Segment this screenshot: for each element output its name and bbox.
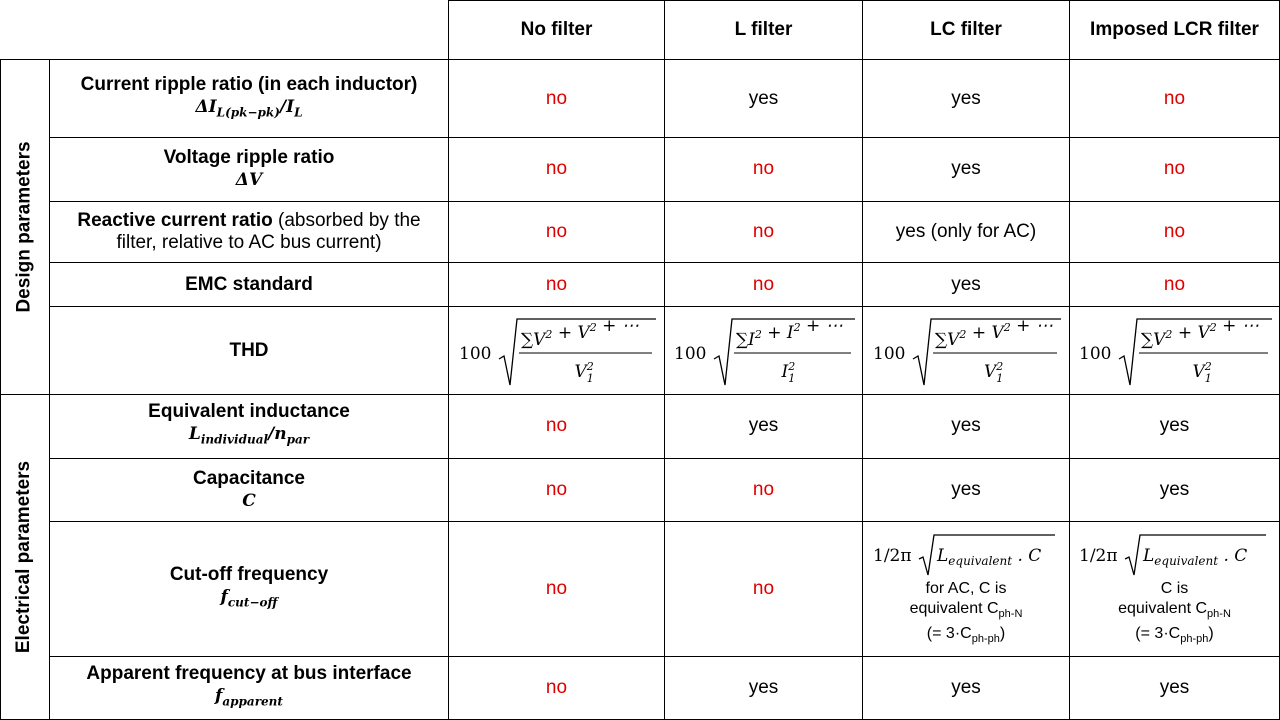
grid-line bbox=[49, 137, 1280, 138]
grid-line bbox=[49, 306, 1280, 307]
table-cell: yes bbox=[951, 273, 981, 295]
cutoff-note-lc: for AC, C is equivalent $C_{ph-N}$ (= $3\cdot C_{ph-ph}$) bbox=[909, 580, 1023, 646]
table-cell: yes bbox=[951, 415, 981, 436]
symbol-f-apparent: $f_{apparent}$ bbox=[215, 686, 283, 709]
symbol-delta-v: ΔV bbox=[235, 170, 263, 190]
row-label-reactive-current: Reactive current ratio (absorbed by the filter, relative to AC bus current) bbox=[77, 209, 421, 253]
grid-line bbox=[448, 0, 449, 720]
table-cell: yes bbox=[951, 677, 981, 698]
col-header-no-filter: No filter bbox=[520, 19, 593, 40]
table-cell: yes bbox=[1159, 478, 1190, 500]
svg-text:100: 100 bbox=[674, 344, 707, 364]
grid-line bbox=[49, 60, 50, 720]
table-cell: yes bbox=[951, 87, 981, 109]
table-cell: no bbox=[1163, 87, 1186, 109]
table-cell: no bbox=[1163, 220, 1186, 242]
row-label-voltage-ripple: Voltage ripple ratio ΔV bbox=[163, 147, 335, 190]
grid-line bbox=[448, 0, 1280, 1]
table-cell: no bbox=[752, 478, 775, 500]
group-electrical-parameters: Electrical parameters bbox=[13, 460, 35, 654]
thd-formula-l-filter bbox=[664, 307, 863, 394]
col-header-lc-filter: LC filter bbox=[930, 19, 1002, 40]
table-cell: no bbox=[752, 273, 775, 295]
row-label-equivalent-inductance: Equivalent inductance $L_{individual}/n_{par}$ bbox=[49, 394, 449, 458]
svg-text:∑V2 + V2 + ⋯: $\sum V^2 + V^2$ + ⋯ bbox=[521, 316, 639, 350]
grid-line bbox=[49, 656, 1280, 657]
grid-line bbox=[49, 521, 1280, 522]
group-design-parameters: Design parameters bbox=[13, 141, 35, 313]
table-cell: yes bbox=[748, 87, 779, 109]
svg-text:∑I2 + I2 + ⋯: $\sum I^2 + I^2$ + ⋯ bbox=[736, 316, 843, 350]
thd-formula-no-filter bbox=[449, 307, 664, 394]
table-cell: yes bbox=[748, 677, 779, 698]
table-cell: no bbox=[1163, 273, 1186, 295]
table-cell: no bbox=[545, 273, 568, 295]
grid-line bbox=[49, 262, 1280, 263]
svg-text:100: 100 bbox=[1079, 344, 1112, 364]
col-header-lcr-filter: Imposed LCR filter bbox=[1090, 19, 1259, 40]
grid-line bbox=[49, 458, 1280, 459]
svg-text:V21: $V^2$ 1 bbox=[984, 360, 1004, 385]
svg-text:100: 100 bbox=[459, 344, 492, 364]
cutoff-lc-cell bbox=[863, 521, 1069, 656]
grid-line bbox=[1069, 0, 1070, 720]
symbol-delta-il: $\Delta I_{L(pk-pk)}/I_L$ bbox=[195, 96, 303, 120]
table-cell: no bbox=[545, 220, 568, 242]
symbol-f-cutoff: $f_{cut-off}$ bbox=[220, 586, 278, 610]
svg-text:I21: $I^2$ 1 bbox=[781, 360, 796, 385]
svg-text:100: 100 bbox=[873, 344, 906, 364]
svg-text:Lequivalent . C: $L_{equivalent}$ . C bbox=[937, 546, 1042, 568]
table-cell: yes bbox=[748, 415, 779, 436]
svg-text:1/2π: 1/2π bbox=[1079, 546, 1118, 566]
table-cell: no bbox=[545, 577, 568, 599]
thd-formula-lcr-filter bbox=[1069, 307, 1280, 394]
cutoff-note-lcr: C is equivalent $C_{ph-N}$ (= $3\cdot C_{ph-ph}$) bbox=[1118, 580, 1231, 646]
symbol-l-individual: $L_{individual}/n_{par}$ bbox=[188, 424, 310, 447]
row-label-thd: THD bbox=[229, 339, 269, 361]
cutoff-formula-lc bbox=[863, 529, 1069, 579]
svg-text:V21: $V^2$ 1 bbox=[574, 360, 594, 385]
grid-line bbox=[0, 59, 1280, 60]
table-cell: no bbox=[545, 478, 568, 500]
table-cell: yes bbox=[1159, 677, 1190, 698]
row-label-emc: EMC standard bbox=[185, 273, 313, 295]
table-cell: no bbox=[545, 677, 568, 698]
row-label-capacitance: Capacitance C bbox=[193, 467, 305, 511]
symbol-c: C bbox=[242, 490, 256, 511]
table-cell: no bbox=[545, 87, 568, 109]
table-cell: no bbox=[545, 415, 568, 436]
grid-line bbox=[49, 201, 1280, 202]
svg-text:Lequivalent . C: $L_{equivalent}$ . C bbox=[1143, 546, 1248, 568]
cutoff-lcr-cell bbox=[1069, 521, 1280, 656]
table-cell: no bbox=[752, 577, 775, 599]
table-cell: yes bbox=[951, 158, 981, 179]
svg-text:∑V2 + V2 + ⋯: $\sum V^2 + V^2$ + ⋯ bbox=[1141, 316, 1259, 350]
row-label-apparent-frequency: Apparent frequency at bus interface $f_{apparent}$ bbox=[49, 656, 449, 720]
svg-text:1/2π: 1/2π bbox=[873, 546, 912, 566]
grid-line bbox=[0, 60, 1, 720]
grid-line bbox=[664, 0, 665, 720]
table-cell: yes bbox=[1159, 415, 1190, 436]
table-cell: no bbox=[752, 158, 775, 179]
grid-line bbox=[862, 0, 863, 720]
svg-text:V21: $V^2$ 1 bbox=[1192, 360, 1212, 385]
row-label-current-ripple: Current ripple ratio (in each inductor) $\Delta I_{L(pk-pk)}/I_L$ bbox=[49, 60, 449, 137]
col-header-l-filter: L filter bbox=[734, 19, 793, 40]
table-cell: no bbox=[1163, 158, 1186, 179]
grid-line bbox=[0, 394, 1280, 395]
table-cell: no bbox=[752, 220, 775, 242]
thd-formula-lc-filter bbox=[863, 307, 1069, 394]
table-cell: no bbox=[545, 158, 568, 179]
svg-text:∑V2 + V2 + ⋯: $\sum V^2 + V^2$ + ⋯ bbox=[935, 316, 1053, 350]
row-label-cutoff-frequency: Cut-off frequency $f_{cut-off}$ bbox=[49, 521, 449, 656]
table-cell: yes (only for AC) bbox=[895, 220, 1037, 242]
table-cell: yes bbox=[951, 478, 981, 500]
cutoff-formula-lcr bbox=[1069, 529, 1280, 579]
